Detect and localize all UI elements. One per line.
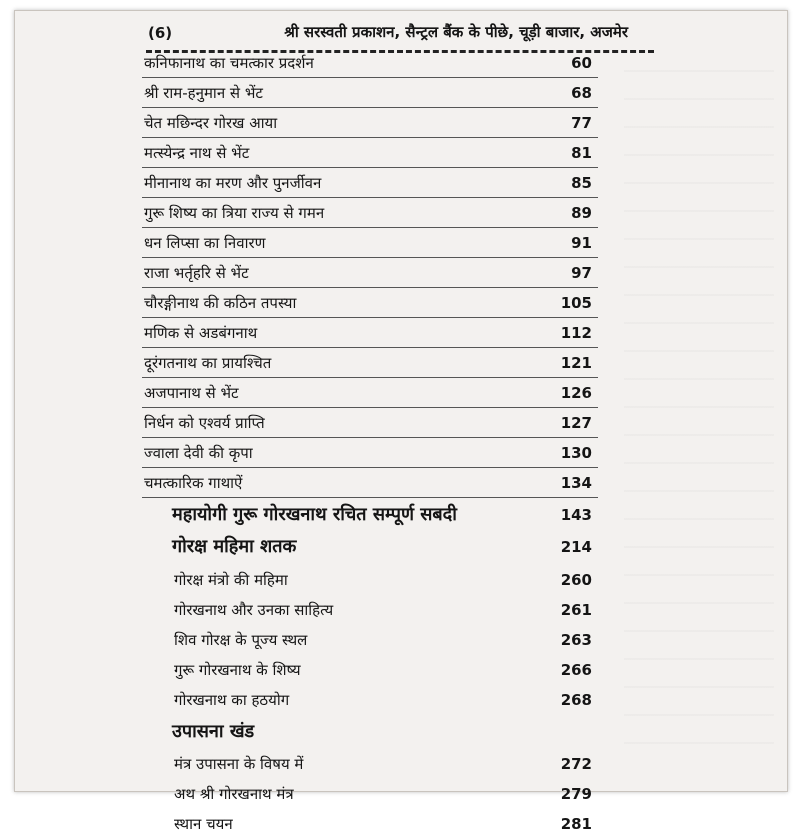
toc-entry-title: ज्वाला देवी की कृपा <box>144 444 253 462</box>
toc-entry-page: 105 <box>560 294 592 312</box>
toc-entry-page: 91 <box>571 234 592 252</box>
toc-entry <box>14 625 788 655</box>
toc-entry-page: 143 <box>560 506 592 524</box>
toc-entry-title: गोरक्ष महिमा शतक <box>172 536 297 557</box>
toc-entry <box>14 749 788 779</box>
book-page <box>14 10 788 833</box>
toc-entry-page: 89 <box>571 204 592 222</box>
toc-entry <box>14 348 788 378</box>
toc-entry-title: अजपानाथ से भेंट <box>144 384 239 402</box>
toc-entry-page: 134 <box>560 474 592 492</box>
toc-entry-title: श्री राम-हनुमान से भेंट <box>144 84 263 102</box>
toc-entry-title: गुरू गोरखनाथ के शिष्य <box>174 661 301 679</box>
toc-entry-page: 127 <box>560 414 592 432</box>
toc-entry-page: 263 <box>560 631 592 649</box>
toc-entry-title: चेत मछिन्दर गोरख आया <box>144 114 278 132</box>
toc-entry-title: गुरू शिष्य का त्रिया राज्य से गमन <box>144 204 325 222</box>
toc-entry <box>14 655 788 685</box>
toc-entry <box>14 48 788 78</box>
toc-entry <box>14 108 788 138</box>
toc-entry-page: 60 <box>571 54 592 72</box>
toc-entry <box>14 228 788 258</box>
toc-entry <box>14 500 788 532</box>
toc-entry-page: 266 <box>560 661 592 679</box>
toc-entry-title: गोरखनाथ और उनका साहित्य <box>174 601 334 619</box>
page-number: (6) <box>148 24 173 42</box>
toc-entry <box>14 138 788 168</box>
toc-entry <box>14 288 788 318</box>
toc-entry-title: मीनानाथ का मरण और पुनर्जीवन <box>144 174 322 192</box>
toc-entry-page: 261 <box>560 601 592 619</box>
toc-entry-title: गोरखनाथ का हठयोग <box>174 691 290 709</box>
toc-entry-title: धन लिप्सा का निवारण <box>144 234 266 252</box>
toc-entry-title: मणिक से अडबंगनाथ <box>144 324 258 342</box>
toc-entry-title: निर्धन को एश्वर्य प्राप्ति <box>144 414 265 432</box>
toc-entry <box>14 565 788 595</box>
toc-entry <box>14 438 788 468</box>
toc-entry <box>14 809 788 839</box>
toc-entry-title: राजा भर्तृहरि से भेंट <box>144 264 249 282</box>
toc-entry-page: 121 <box>560 354 592 372</box>
toc-entry <box>14 779 788 809</box>
toc-entry-title: कनिफानाथ का चमत्कार प्रदर्शन <box>144 54 314 72</box>
toc-entry-title: शिव गोरक्ष के पूज्य स्थल <box>174 631 308 649</box>
toc-entry-page: 126 <box>560 384 592 402</box>
toc-entry-page: 97 <box>571 264 592 282</box>
toc-entry <box>14 258 788 288</box>
toc-entry-page: 260 <box>560 571 592 589</box>
toc-entry <box>14 198 788 228</box>
toc-entry-page: 272 <box>560 755 592 773</box>
toc-entry <box>14 532 788 564</box>
toc-entry-title: मंत्र उपासना के विषय में <box>174 755 304 773</box>
toc-entry-page: 112 <box>560 324 592 342</box>
toc-entry-title: गोरक्ष मंत्रो की महिमा <box>174 571 288 589</box>
toc-entry-title: चमत्कारिक गाथाऐं <box>144 474 243 492</box>
toc-entry-page: 77 <box>571 114 592 132</box>
toc-entry-page: 279 <box>560 785 592 803</box>
toc-entry-title: चौरङ्गीनाथ की कठिन तपस्या <box>144 294 297 312</box>
toc-entry <box>14 468 788 498</box>
toc-entry-title: महायोगी गुरू गोरखनाथ रचित सम्पूर्ण सबदी <box>172 504 457 525</box>
toc-entry <box>14 717 788 749</box>
toc-entry-title: दूरंगतनाथ का प्रायश्चित <box>144 354 272 372</box>
toc-entry <box>14 78 788 108</box>
toc-entry <box>14 408 788 438</box>
toc-entry-page: 130 <box>560 444 592 462</box>
toc-entry-title: मत्स्येन्द्र नाथ से भेंट <box>144 144 250 162</box>
toc-entry-title: अथ श्री गोरखनाथ मंत्र <box>174 785 294 803</box>
toc-entry-title: स्थान चयन <box>174 815 233 833</box>
toc-entry <box>14 378 788 408</box>
toc-entry <box>14 595 788 625</box>
toc-entry-page: 81 <box>571 144 592 162</box>
toc-entry <box>14 685 788 715</box>
row-divider <box>142 497 598 498</box>
toc-entry-page: 214 <box>560 538 592 556</box>
toc-entry <box>14 168 788 198</box>
toc-entry-page: 268 <box>560 691 592 709</box>
toc-entry-title: उपासना खंड <box>172 721 255 742</box>
publisher-line: श्री सरस्वती प्रकाशन, सैन्ट्रल बैंक के पीछे, चूड़ी बाजार, अजमेर <box>284 23 628 41</box>
toc-entry-page: 281 <box>560 815 592 833</box>
toc-entry-page: 85 <box>571 174 592 192</box>
toc-entry <box>14 318 788 348</box>
toc-entry-page: 68 <box>571 84 592 102</box>
